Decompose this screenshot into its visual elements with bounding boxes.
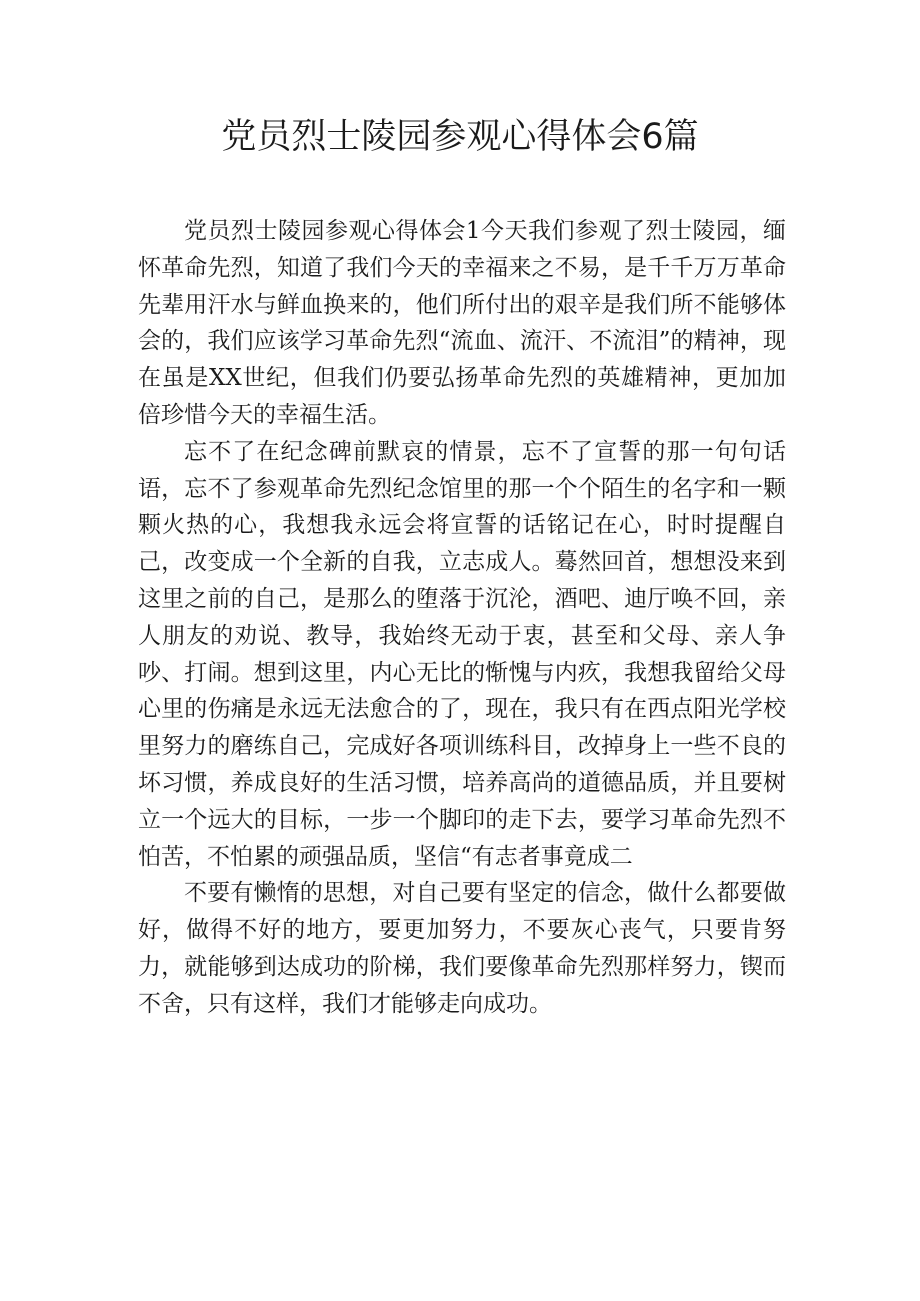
paragraph-1: 党员烈士陵园参观心得体会1今天我们参观了烈士陵园，缅怀革命先烈，知道了我们今天的幸福来之不易，是千千万万革命先辈用汗水与鲜血换来的，他们所付出的艰辛是我们所不能够体会的，我们应该学习革命先烈“流血、流汗、不流泪”的精神，现在虽是XX世纪，但我们仍要弘扬革命先烈的英雄精神，更加加倍珍惜今天的幸福生活。 [138,218,786,428]
document-title: 党员烈士陵园参观心得体会6篇 [221,117,699,157]
paragraph-3: 不要有懒惰的思想，对自己要有坚定的信念，做什么都要做好，做得不好的地方，要更加努力，不要灰心丧气，只要肯努力，就能够到达成功的阶梯，我们要像革命先烈那样努力，锲而不舍，只有这样，我们才能够走向成功。 [138,880,786,1017]
paragraph-2: 忘不了在纪念碑前默哀的情景，忘不了宣誓的那一句句话语，忘不了参观革命先烈纪念馆里的那一个个陌生的名字和一颗颗火热的心，我想我永远会将宣誓的话铭记在心，时时提醒自己，改变成一个全新的自我，立志成人。蓦然回首，想想没来到这里之前的自己，是那么的堕落于沉沦，酒吧、迪厅唤不回，亲人朋友的劝说、教导，我始终无动于衷，甚至和父母、亲人争吵、打闹。想到这里，内心无比的惭愧与内疚，我想我留给父母心里的伤痛是永远无法愈合的了，现在，我只有在西点阳光学校里努力的磨练自己，完成好各项训练科目，改掉身上一些不良的坏习惯，养成良好的生活习惯，培养高尚的道德品质，并且要树立一个远大的目标，一步一个脚印的走下去，要学习革命先烈不怕苦，不怕累的顽强品质，坚信“有志者事竟成二 [138,438,786,870]
document-body [138,213,786,1023]
